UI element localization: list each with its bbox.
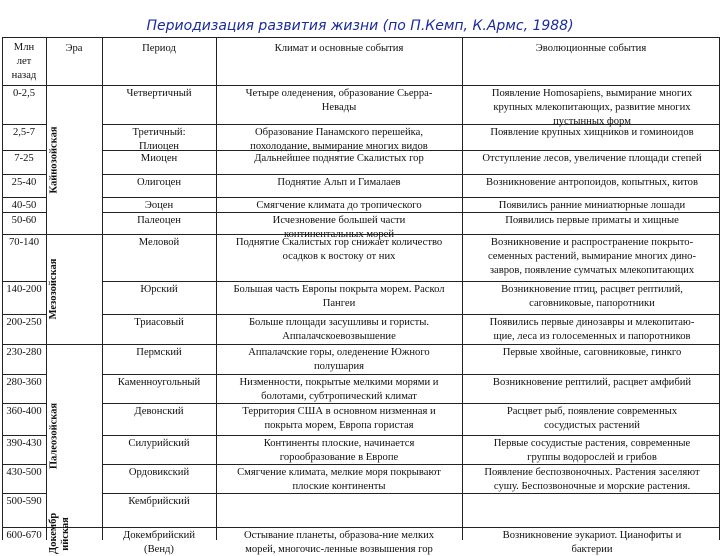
- row-divider: [2, 281, 46, 282]
- header-mya-line: Млн: [13, 42, 35, 53]
- period-name-line: Триасовый: [134, 317, 184, 328]
- row-divider: [2, 174, 46, 175]
- row-divider: [2, 150, 46, 151]
- period-name-line: Юрский: [140, 284, 178, 295]
- climate-events-line: Смягчение климата до тропического: [256, 200, 422, 211]
- evolution-events-line: Первые сосудистые растения, современные: [493, 438, 691, 449]
- period-name-line: (Венд): [144, 544, 174, 555]
- climate-events-line: осадков к востоку от них: [282, 251, 396, 262]
- row-divider: [2, 374, 46, 375]
- mya-range: 7-25: [14, 153, 34, 164]
- evolution-events-line: завров, появление сумчатых млекопитающих: [489, 265, 695, 276]
- mya-range: 70-140: [8, 237, 39, 248]
- mya-range: 25-40: [11, 177, 37, 188]
- period-name-line: Пермский: [136, 347, 182, 358]
- evolution-events-line: крупных млекопитающих, развитие многих: [493, 102, 691, 113]
- row-divider: [102, 314, 720, 315]
- climate-events-line: морей, многочис-ленные возвышения гор: [245, 544, 433, 555]
- row-divider: [102, 464, 720, 465]
- evolution-events-line: Возникновение птиц, расцвет рептилий,: [501, 284, 683, 295]
- header-mya-line: назад: [11, 70, 37, 81]
- evolution-events-line: саговниковые, папоротники: [529, 298, 655, 309]
- evolution-events-line: Возникновение рептилий, расцвет амфибий: [492, 377, 692, 388]
- climate-events-line: Поднятие Альп и Гималаев: [277, 177, 401, 188]
- climate-events-line: Аппалачскоевозвышение: [282, 331, 396, 342]
- evolution-events-line: Возникновение и распространение покрыто-: [490, 237, 694, 248]
- evolution-events-line: щие, леса из голосеменных и папоротников: [493, 331, 691, 342]
- era-label-cenozoic: Кайнозойская: [48, 126, 59, 194]
- era-label-precambrian: Докембр: [48, 512, 59, 554]
- period-name-line: Докембрийский: [122, 530, 196, 541]
- climate-events-line: Образование Панамского перешейка,: [254, 127, 423, 138]
- evolution-events-line: Появились ранние миниатюрные лошади: [498, 200, 686, 211]
- mya-range: 360-400: [6, 406, 42, 417]
- period-name-line: Плиоцен: [139, 141, 179, 152]
- header-period: Период: [142, 43, 176, 54]
- era-label-precambrian: ийская: [60, 516, 71, 551]
- evolution-events-line: Появление крупных хищников и гоминоидов: [490, 127, 694, 138]
- evolution-events-line: сушу. Беспозвоночные и морские растения.: [493, 481, 691, 492]
- evolution-events-line: Появились первые приматы и хищные: [505, 215, 679, 226]
- evolution-events-line: Возникновение эукариот. Цианофиты и: [502, 530, 682, 541]
- era-label-paleozoic: Палеозойская: [48, 402, 59, 469]
- row-divider: [2, 314, 46, 315]
- header-climate: Климат и основные события: [274, 43, 404, 54]
- row-divider: [102, 374, 720, 375]
- mya-range: 390-430: [6, 438, 42, 449]
- climate-events-line: Низменности, покрытые мелкими морями и: [239, 377, 439, 388]
- row-divider: [102, 435, 720, 436]
- table-border-top: [2, 37, 720, 38]
- row-divider: [102, 174, 720, 175]
- row-divider: [102, 493, 720, 494]
- evolution-events-line: Появление Homosapiens, вымирание многих: [491, 88, 693, 99]
- evolution-events-line: бактерии: [571, 544, 613, 555]
- evolution-events-line: пустынных форм: [553, 116, 631, 127]
- mya-range: 430-500: [6, 467, 42, 478]
- mya-range: 0-2,5: [12, 88, 36, 99]
- row-divider: [102, 197, 720, 198]
- row-divider: [2, 464, 46, 465]
- climate-events-line: Дальнейшее поднятие Скалистых гор: [254, 153, 424, 164]
- evolution-events-line: Расцвет рыб, появление современных: [506, 406, 678, 417]
- mya-range: 200-250: [6, 317, 42, 328]
- climate-events-line: Пангеи: [322, 298, 356, 309]
- evolution-events-line: Первые хвойные, саговниковые, гинкго: [502, 347, 682, 358]
- row-divider: [102, 212, 720, 213]
- period-name-line: Палеоцен: [137, 215, 181, 226]
- period-name-line: Девонский: [134, 406, 184, 417]
- row-divider: [2, 403, 46, 404]
- climate-events-line: горообразование в Европе: [279, 452, 399, 463]
- row-divider: [2, 212, 46, 213]
- period-name-line: Эоцен: [144, 200, 174, 211]
- climate-events-line: Невады: [321, 102, 357, 113]
- mya-range: 280-360: [6, 377, 42, 388]
- climate-events-line: Большая часть Европы покрыта морем. Раскол: [233, 284, 445, 295]
- period-name-line: Меловой: [138, 237, 180, 248]
- period-name-line: Третичный:: [132, 127, 186, 138]
- mya-range: 40-50: [11, 200, 37, 211]
- mya-range: 230-280: [6, 347, 42, 358]
- evolution-events-line: Отступление лесов, увеличение площади степей: [482, 153, 702, 164]
- climate-events-line: Аппалачские горы, оледенение Южного: [248, 347, 430, 358]
- climate-events-line: плоские континенты: [292, 481, 386, 492]
- evolution-events-line: семенных растений, вымирание многих дино-: [487, 251, 697, 262]
- mya-range: 600-670: [6, 530, 42, 541]
- climate-events-line: похолодание, вымирание многих видов: [250, 141, 428, 152]
- era-label-mesozoic: Мезозойская: [48, 258, 59, 320]
- evolution-events-line: Возникновение антропоидов, копытных, китов: [486, 177, 698, 188]
- page-title: Периодизация развития жизни (по П.Кемп, К.Армс, 1988): [146, 18, 574, 34]
- evolution-events-line: группы водорослей и грибов: [527, 452, 657, 463]
- row-divider: [2, 197, 46, 198]
- climate-events-line: Территория США в основном низменная и: [242, 406, 436, 417]
- climate-events-line: покрыта морем, Европа гористая: [264, 420, 414, 431]
- period-name-line: Кембрийский: [128, 496, 190, 507]
- climate-events-line: Больше площади засушливы и гористы.: [248, 317, 430, 328]
- mya-range: 140-200: [6, 284, 42, 295]
- row-divider: [2, 493, 46, 494]
- mya-range: 50-60: [11, 215, 37, 226]
- period-name-line: Каменноугольный: [117, 377, 201, 388]
- climate-events-line: Остывание планеты, образова-ние мелких: [243, 530, 435, 541]
- header-era: Эра: [65, 43, 83, 54]
- row-divider: [2, 344, 720, 345]
- period-name-line: Четвертичный: [126, 88, 192, 99]
- period-name-line: Олигоцен: [136, 177, 182, 188]
- climate-events-line: Смягчение климата, мелкие моря покрывают: [237, 467, 441, 478]
- evolution-events-line: Появились первые динозавры и млекопитаю-: [489, 317, 695, 328]
- evolution-events-line: сосудистых растений: [544, 420, 640, 431]
- climate-events-line: Поднятие Скалистых гор снижает количество: [235, 237, 443, 248]
- row-divider: [2, 85, 720, 86]
- climate-events-line: болотами, субтропический климат: [261, 391, 417, 402]
- climate-events-line: Исчезновение большей части: [272, 215, 406, 226]
- period-name-line: Ордовикский: [128, 467, 190, 478]
- climate-events-line: континентальных морей: [284, 229, 394, 240]
- period-name-line: Силурийский: [128, 438, 190, 449]
- header-mya-line: лет: [16, 56, 32, 67]
- period-name-line: Миоцен: [140, 153, 178, 164]
- evolution-events-line: Появление беспозвоночных. Растения заселяют: [484, 467, 700, 478]
- row-divider: [2, 527, 720, 528]
- header-evolution: Эволюционные события: [535, 43, 647, 54]
- climate-events-line: Четыре оледенения, образование Сьерра-: [245, 88, 433, 99]
- row-divider: [102, 403, 720, 404]
- row-divider: [2, 435, 46, 436]
- row-divider: [2, 124, 46, 125]
- mya-range: 500-590: [6, 496, 42, 507]
- row-divider: [102, 281, 720, 282]
- periodization-table: [2, 37, 720, 555]
- mya-range: 2,5-7: [12, 127, 36, 138]
- climate-events-line: Континенты плоские, начинается: [263, 438, 415, 449]
- climate-events-line: полушария: [313, 361, 365, 372]
